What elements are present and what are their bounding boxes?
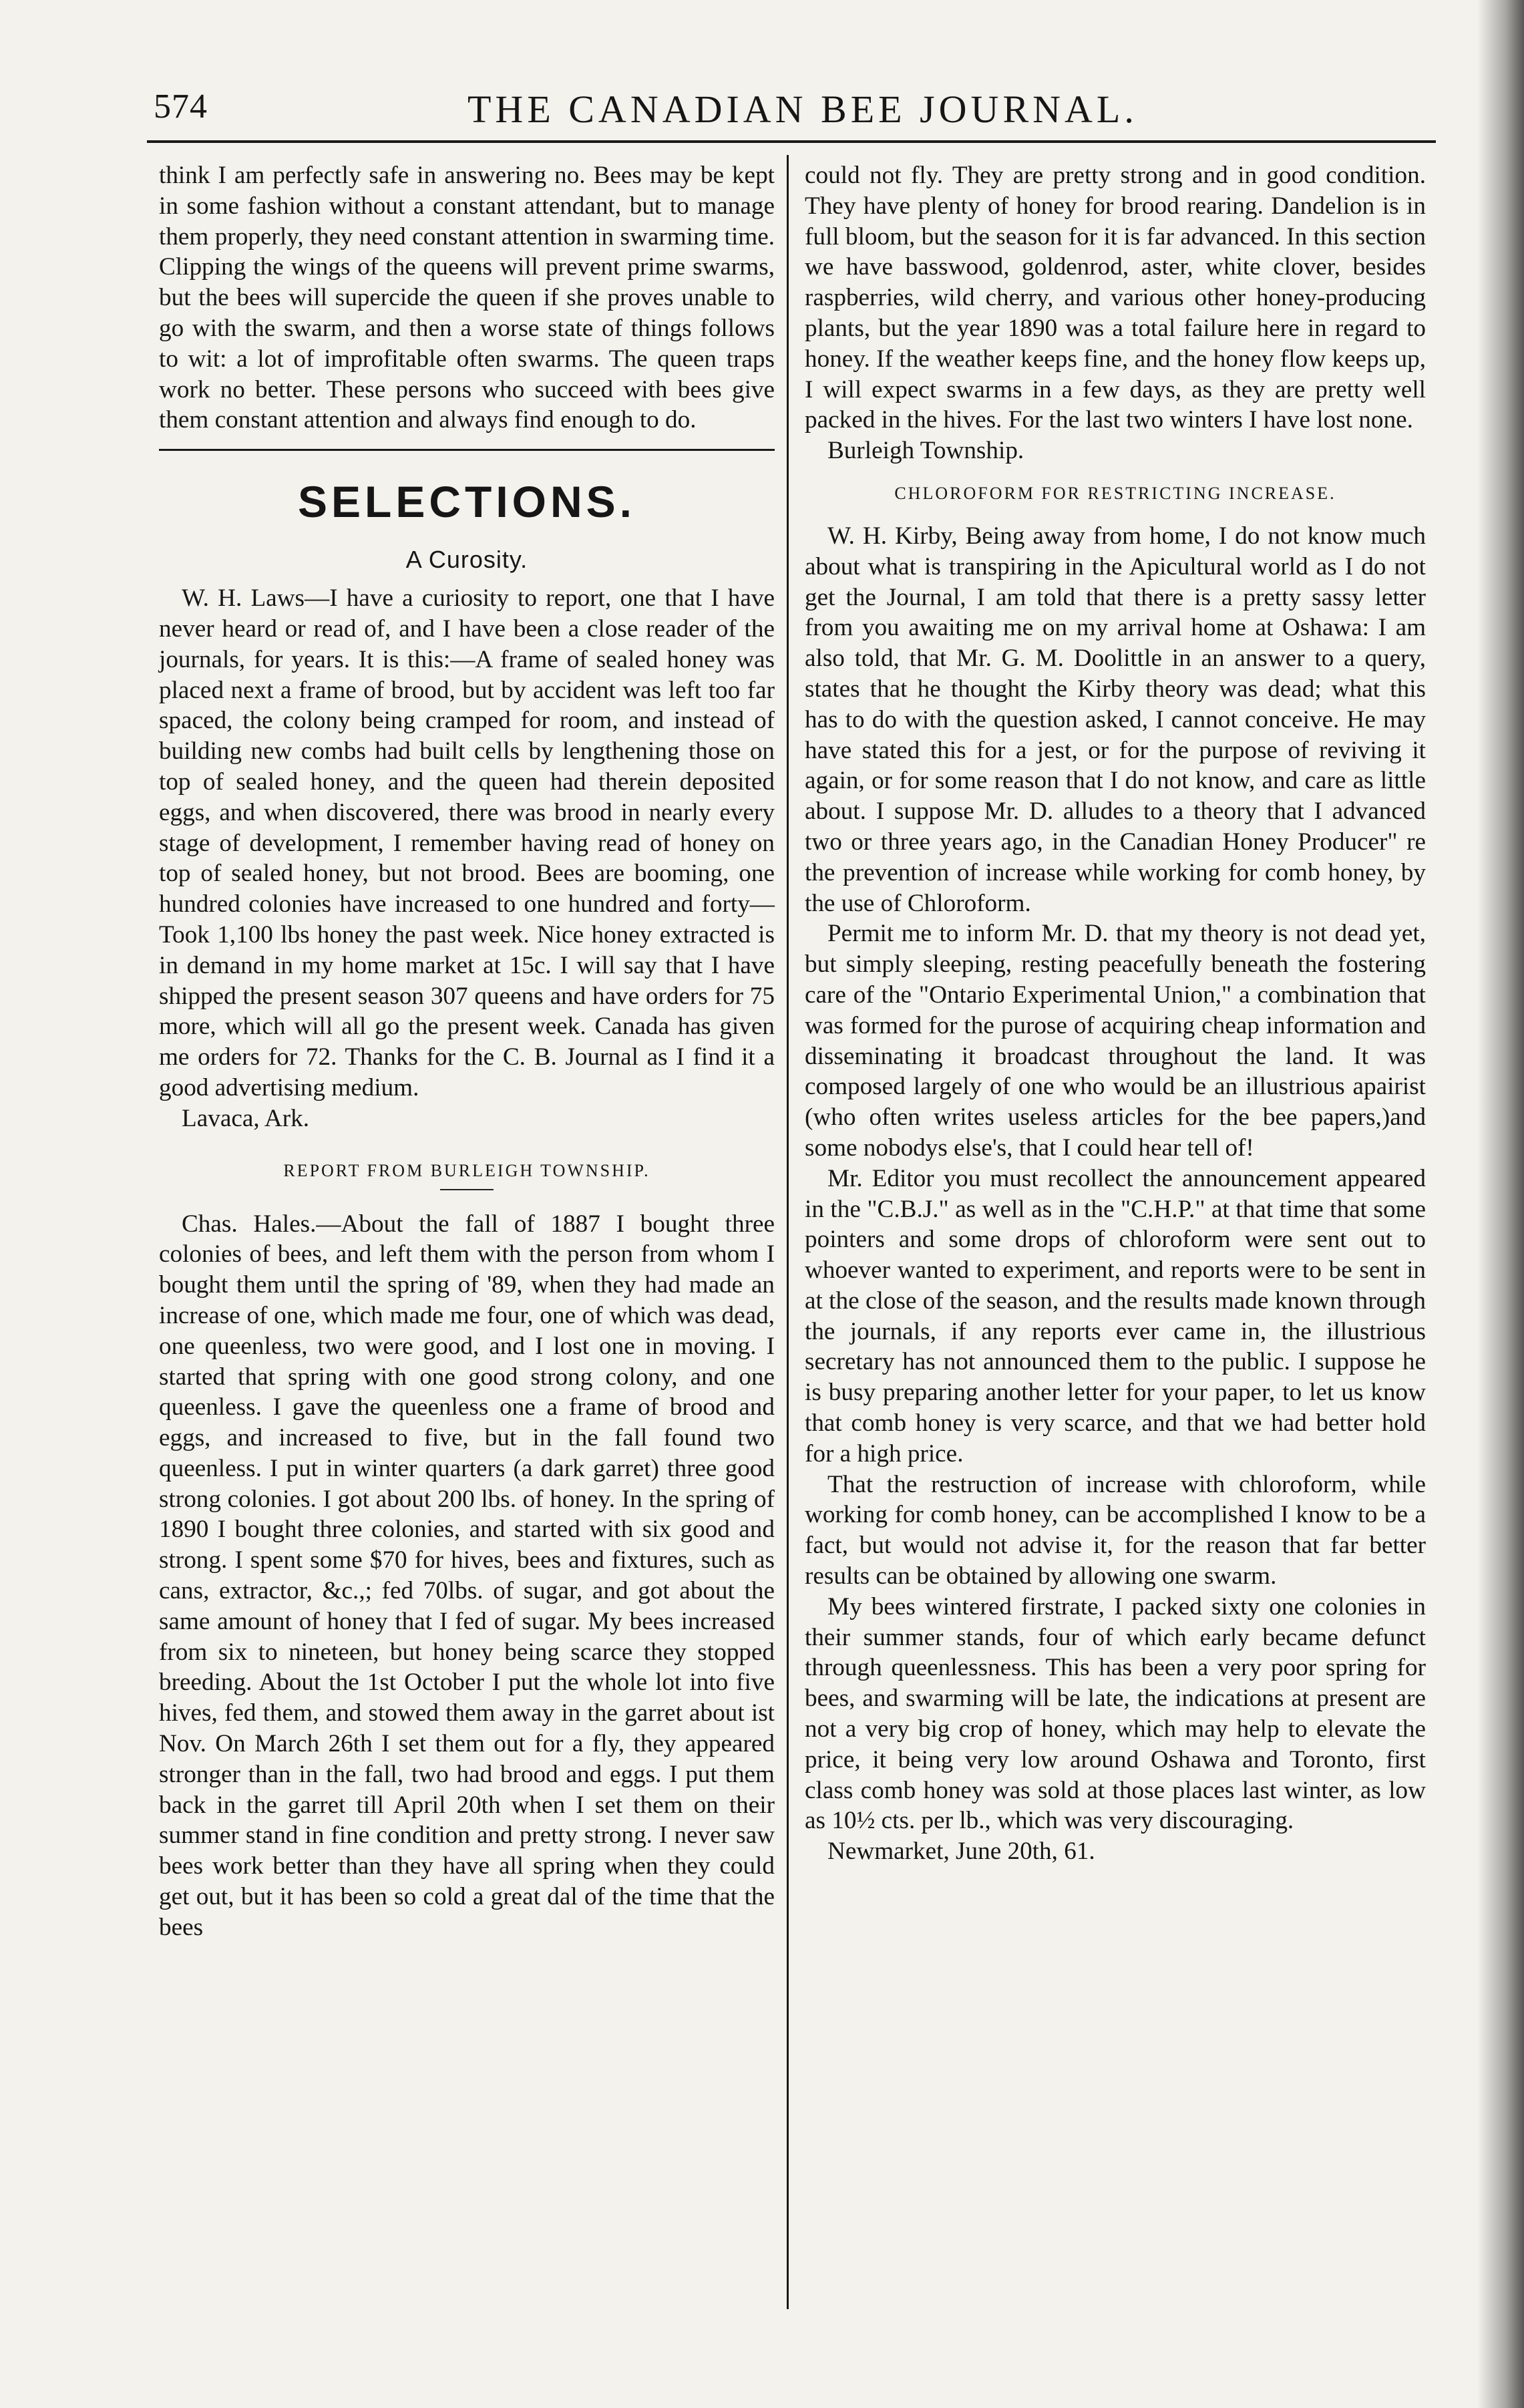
chloroform-signoff: Newmarket, June 20th, 61. [827,1838,1095,1866]
article-title-curiosity: A Curosity. [405,546,528,574]
curiosity-body: W. H. Laws—I have a curiosity to report, one that I have never heard or read of, and I have been a close reader of the journals, for years. It is this:—A frame of sealed honey was placed next a frame of brood, but by accident was left too far spaced, the colony being cramped for room, and instead of building new combs had built cells by lengthening those on top of sealed honey, and the queen had therein deposited eggs, and when discovered, there was brood in nearly every stage of development, I remember having read of honey on top of sealed honey, but not brood. Bees are booming, one hundred colonies have increased to one hundred and forty—Took 1,100 lbs honey the past week. Nice honey extracted is in demand in my home market at 15c. I will say that I have shipped the present season 307 queens and have orders for 75 more, which will all go the present week. Canada has given me orders for 72. Thanks for the C. B. Journal as I find it a good advertising medium. [159,584,775,1101]
chloroform-heading: CHLOROFORM FOR RESTRICTING INCREASE. [894,483,1336,503]
page-edge-shadow [1477,0,1524,2408]
section-title: SELECTIONS. [297,477,636,527]
intro-paragraph: think I am perfectly safe in answering no. Bees may be kept in some fashion without a constant attendant, but to manage them properly, they need constant attention in swarming time. Clipping the wings of the queens will prevent prime swarms, but the bees will supercide the queen if she proves unable to go with the swarm, and then a worse state of things follows to wit: a lot of improfitable often swarms. The queen traps work no better. These persons who succeed with bees give them constant attention and always find enough to do. [159,162,775,434]
chloroform-paragraph-4: That the restruction of increase with chloroform, while working for comb honey, can be accomplished I know to be a fact, but would not advise it, for the reason that far better results can be obtained by allowing one swarm. [805,1470,1426,1590]
heading-rule [440,1189,494,1190]
right-column [805,160,1426,1867]
column-divider [787,155,789,2309]
header-rule [147,140,1436,143]
page-number: 574 [154,88,208,126]
page-header [154,87,1422,140]
report-continued: could not fly. They are pretty strong and in good condition. They have plenty of honey for brood rearing. Dandelion is in full bloom, but the season for it is far advanced. In this section we have basswood, goldenrod, aster, white clover, besides raspberries, wild cherry, and various other honey-producing plants, but the year 1890 was a total failure here in regard to honey. If the weather keeps fine, and the honey flow keeps up, I will expect swarms in a few days, as they are pretty well packed in the hives. For the last two winters I have lost none. [805,162,1426,434]
journal-title: THE CANADIAN BEE JOURNAL. [467,88,1138,131]
report-heading: REPORT FROM BURLEIGH TOWNSHIP. [283,1160,650,1180]
report-body: Chas. Hales.—About the fall of 1887 I bought three colonies of bees, and left them with the person from whom I bought them until the spring of '89, when they had made an increase of one, which made me four, one of which was dead, one queenless, two were good, and I lost one in moving. I started that spring with one good strong colony, and one queenless. I gave the queenless one a frame of brood and eggs, and increased to five, but in the fall found two queenless. I put in winter quarters (a dark garret) three good strong colonies. I got about 200 lbs. of honey. In the spring of 1890 I bought three colonies, and started with six good and strong. I spent some $70 for hives, bees and fixtures, such as cans, extractor, &c.,; fed 70lbs. of sugar, and got about the same amount of honey that I fed of sugar. My bees increased from six to nineteen, but honey being scarce they stopped breeding. About the 1st October I put the whole lot into five hives, fed them, and stowed them away in the garret about ist Nov. On March 26th I set them out for a fly, they appeared stronger than in the fall, two had brood and eggs. I put them back in the garret till April 20th when I set them on their summer stand in fine condition and pretty strong. I never saw bees work better than they have all spring when they could get out, but it has been so cold a great dal of the time that the bees [159,1210,775,1941]
chloroform-paragraph-1: W. H. Kirby, Being away from home, I do not know much about what is transpiring in the Apicultural world as I do not get the Journal, I am told that there is a pretty sassy letter from you awaiting me on my arrival home at Oshawa: I am also told, that Mr. G. M. Doolittle in an answer to a query, states that he thought the Kirby theory was dead; what this has to do with the question asked, I cannot conceive. He may have stated this for a jest, or for the purpose of reviving it again, or for some reason that I do not know, and care as little about. I suppose Mr. D. alludes to a theory that I advanced two or three years ago, in the Canadian Honey Producer" re the prevention of increase while working for comb honey, by the use of Chloroform. [805,522,1426,917]
chloroform-paragraph-3: Mr. Editor you must recollect the announcement appeared in the "C.B.J." as well as in the "C.H.P." at that time that some pointers and some drops of chloroform were sent out to whoever wanted to experiment, and reports were to be sent in at the close of the season, and the results made known through the journals, if any reports ever came in, the illustrious secretary has not announced them to the public. I suppose he is busy preparing another letter for your paper, to let us know that comb honey is very scarce, and that we had better hold for a high price. [805,1164,1426,1468]
section-rule [159,449,775,451]
chloroform-paragraph-5: My bees wintered firstrate, I packed sixty one colonies in their summer stands, four of which early became defunct through queenlessness. This has been a very poor spring for bees, and swarming will be late, the indications at present are not a very big crop of honey, which may help to elevate the price, it being very low around Oshawa and Toronto, first class comb honey was sold at those places last winter, as low as 10½ cts. per lb., which was very discouraging. [805,1592,1426,1835]
chloroform-paragraph-2: Permit me to inform Mr. D. that my theory is not dead yet, but simply sleeping, resting peacefully beneath the fostering care of the "Ontario Experimental Union," a combination that was formed for the purose of acquiring cheap information and disseminating it broadcast throughout the land. It was composed largely of one who would be an illustrious apairist (who often writes useless articles for the bee papers,)and some nobodys else's, that I could hear tell of! [805,920,1426,1162]
report-signoff: Burleigh Township. [827,437,1024,465]
left-column [159,160,775,1943]
curiosity-signoff: Lavaca, Ark. [182,1104,310,1132]
